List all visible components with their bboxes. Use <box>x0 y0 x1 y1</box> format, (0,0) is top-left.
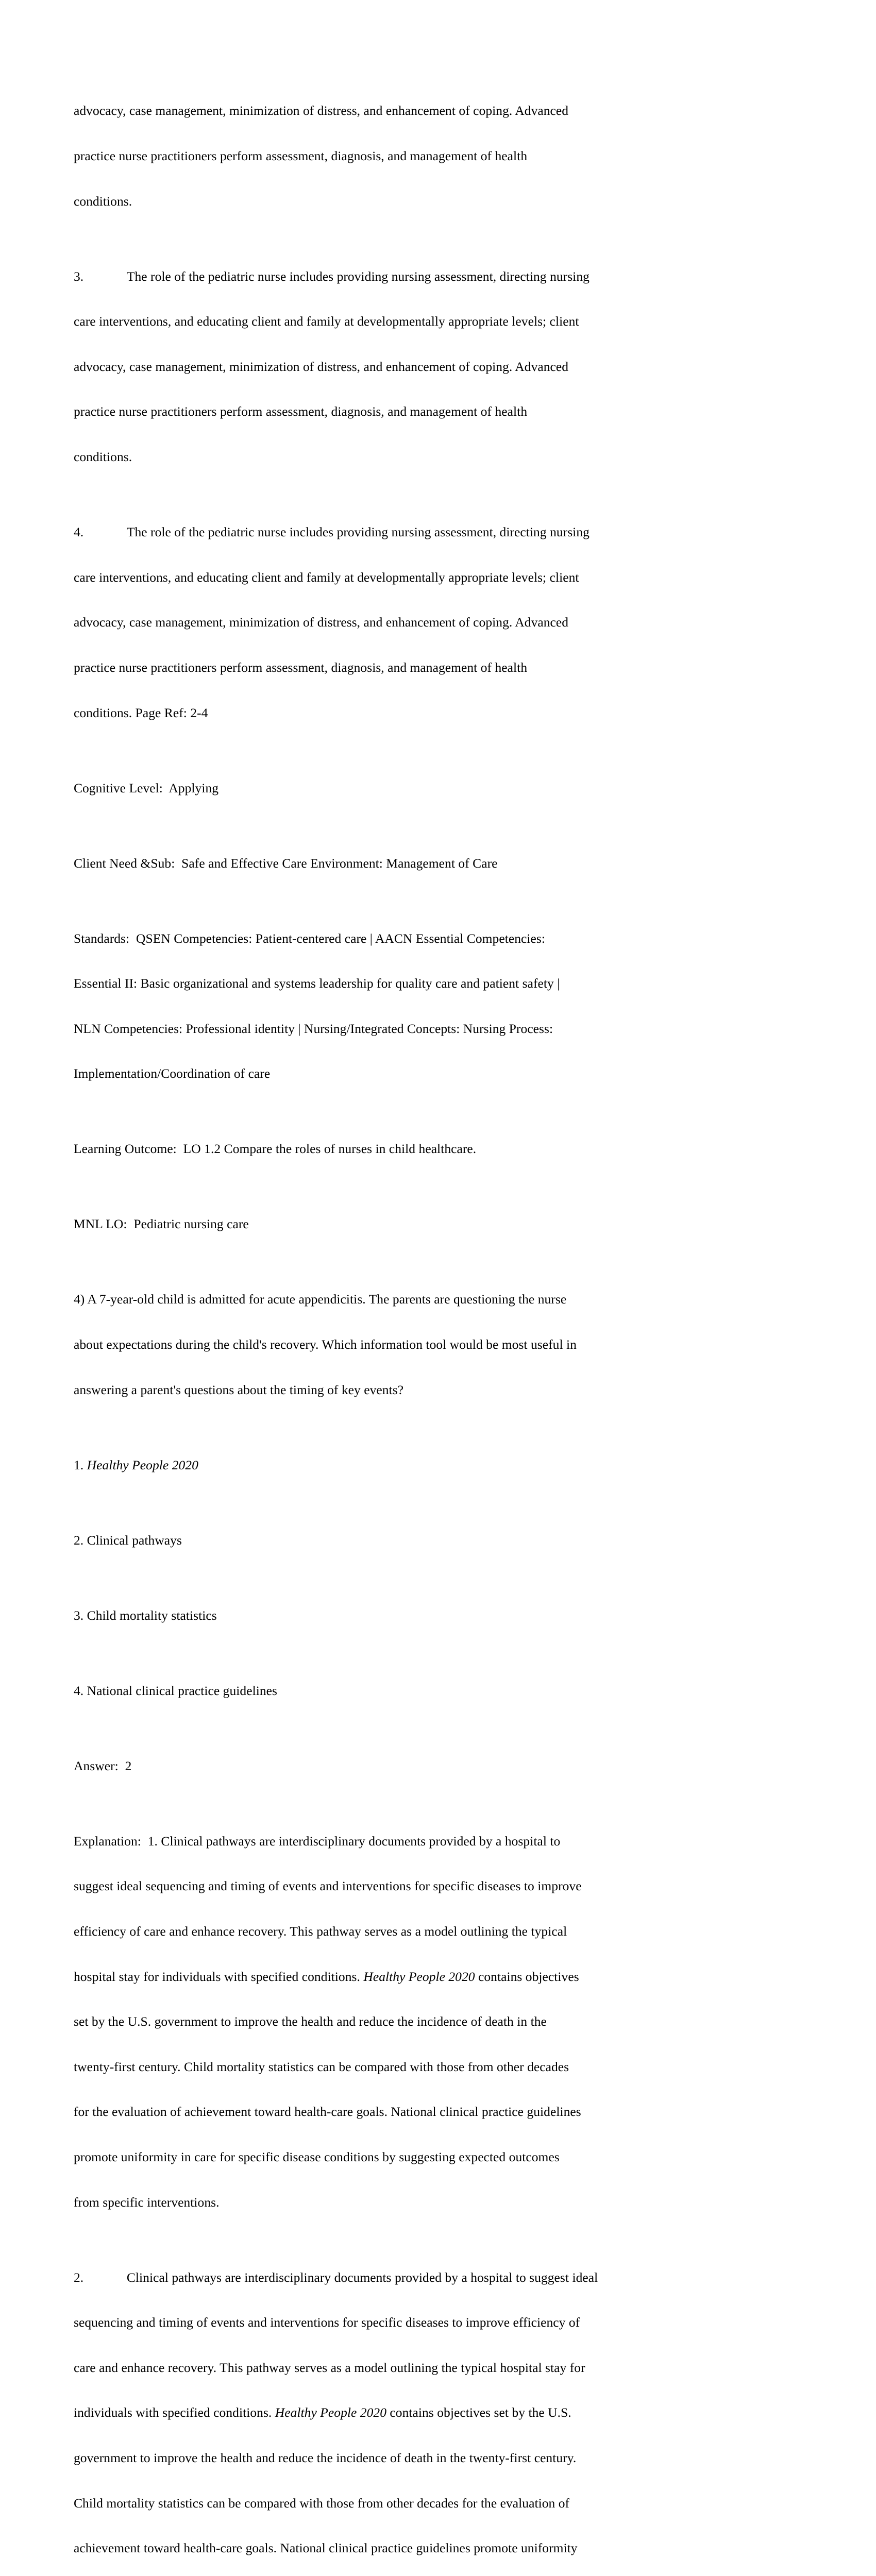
explanation-item-1 <box>74 1803 582 2240</box>
text-line <box>74 1683 548 1698</box>
option-label: Clinical pathways <box>87 1532 182 1548</box>
text-line: Cognitive Level: Applying <box>74 780 219 795</box>
text-line: 4) A 7-year-old child is admitted for acute appendicitis. The parents are questioning the nurse <box>74 1292 567 1307</box>
option-number: 1. <box>74 1457 84 1472</box>
text-line: efficiency of care and enhance recovery. This pathway serves as a model outlining the typical <box>74 1923 567 1939</box>
text-line: conditions. <box>74 449 132 465</box>
text-line: Essential II: Basic organizational and systems leadership for quality care and patient safety | <box>74 976 560 991</box>
text-line: about expectations during the child's recovery. Which information tool would be most useful in <box>74 1337 577 1352</box>
text-line: Learning Outcome: LO 1.2 Compare the roles of nurses in child healthcare. <box>74 1141 477 1157</box>
title-italic: Healthy People 2020 <box>275 2405 386 2420</box>
text-line: answering a parent's questions about the timing of key events? <box>74 1382 404 1397</box>
option-label: Child mortality statistics <box>87 1607 217 1623</box>
text-line: from specific interventions. <box>74 2194 220 2210</box>
text-line: achievement toward health-care goals. National clinical practice guidelines promote uniformity <box>74 2540 578 2556</box>
rationale-item-3 <box>74 239 589 494</box>
question-stem <box>74 1262 577 1427</box>
text-line: practice nurse practitioners perform assessment, diagnosis, and management of health <box>74 404 528 419</box>
metadata-mnl-lo <box>74 1187 548 1262</box>
metadata-standards <box>74 901 560 1111</box>
text-line <box>74 2269 598 2285</box>
text-run: contains objectives <box>475 1969 579 1984</box>
text-line: care and enhance recovery. This pathway serves as a model outlining the typical hospital stay for <box>74 2360 585 2375</box>
text-line: suggest ideal sequencing and timing of events and interventions for specific diseases to improve <box>74 1878 582 1894</box>
option-label: National clinical practice guidelines <box>87 1683 277 1698</box>
title-italic: Healthy People 2020 <box>363 1969 475 1984</box>
metadata-learning-outcome <box>74 1111 548 1187</box>
text-run: contains objectives set by the U.S. <box>386 2405 571 2420</box>
text-line <box>74 1969 579 1984</box>
text-line: government to improve the health and reduce the incidence of death in the twenty-first century. <box>74 2450 577 2466</box>
text-run: hospital stay for individuals with specified conditions. <box>74 1969 364 1984</box>
text-line: conditions. <box>74 193 132 209</box>
list-number: 4. <box>74 524 84 540</box>
text-line <box>74 1458 548 1472</box>
text-line: practice nurse practitioners perform assessment, diagnosis, and management of health <box>74 148 528 164</box>
list-number: 2. <box>74 2269 84 2285</box>
text-line: care interventions, and educating client and family at developmentally appropriate levels; client <box>74 569 579 585</box>
text-line <box>74 2405 571 2420</box>
text-line: promote uniformity in care for specific disease conditions by suggesting expected outcomes <box>74 2149 560 2165</box>
answer-option-3 <box>74 1578 548 1653</box>
text-run: The role of the pediatric nurse includes providing nursing assessment, directing nursing <box>126 268 589 284</box>
text-line: for the evaluation of achievement toward health-care goals. National clinical practice guidelines <box>74 2104 581 2120</box>
metadata-cognitive-level <box>74 750 548 825</box>
option-number: 3. <box>74 1607 84 1623</box>
rationale-item-4 <box>74 495 589 750</box>
paragraph-continuation <box>74 73 569 239</box>
text-line: Explanation: 1. Clinical pathways are interdisciplinary documents provided by a hospital to <box>74 1833 561 1849</box>
text-line: MNL LO: Pediatric nursing care <box>74 1216 249 1232</box>
text-line: advocacy, case management, minimization of distress, and enhancement of coping. Advanced <box>74 615 569 630</box>
text-line <box>74 1533 548 1548</box>
text-line: practice nurse practitioners perform assessment, diagnosis, and management of health <box>74 659 528 675</box>
document-text-column <box>74 73 598 2576</box>
metadata-client-need <box>74 825 548 901</box>
text-line <box>74 268 589 284</box>
option-label: Healthy People 2020 <box>87 1457 198 1472</box>
text-line: conditions. Page Ref: 2-4 <box>74 705 208 720</box>
answer-option-4 <box>74 1653 548 1728</box>
text-line: twenty-first century. Child mortality statistics can be compared with those from other decades <box>74 2059 569 2074</box>
text-run: Clinical pathways are interdisciplinary documents provided by a hospital to suggest ideal <box>126 2269 598 2285</box>
text-line: NLN Competencies: Professional identity | Nursing/Integrated Concepts: Nursing Process: <box>74 1021 553 1036</box>
text-line: Client Need &Sub: Safe and Effective Care Environment: Management of Care <box>74 855 498 871</box>
answer-line <box>74 1728 548 1803</box>
text-run: individuals with specified conditions. <box>74 2405 275 2420</box>
option-number: 2. <box>74 1532 84 1548</box>
list-number: 3. <box>74 268 84 284</box>
text-line <box>74 524 589 540</box>
answer-option-1 <box>74 1427 548 1502</box>
text-line: care interventions, and educating client and family at developmentally appropriate levels; client <box>74 314 579 329</box>
text-line: set by the U.S. government to improve the health and reduce the incidence of death in the <box>74 2014 547 2029</box>
text-line: Implementation/Coordination of care <box>74 1066 271 1081</box>
answer-option-2 <box>74 1502 548 1578</box>
option-number: 4. <box>74 1683 84 1698</box>
text-line: Child mortality statistics can be compared with those from other decades for the evaluation of <box>74 2495 570 2511</box>
text-line: advocacy, case management, minimization of distress, and enhancement of coping. Advanced <box>74 103 569 118</box>
text-line <box>74 1608 548 1623</box>
text-run: The role of the pediatric nurse includes providing nursing assessment, directing nursing <box>126 524 589 540</box>
text-line: Standards: QSEN Competencies: Patient-centered care | AACN Essential Competencies: <box>74 930 545 946</box>
text-line: sequencing and timing of events and interventions for specific diseases to improve efficiency of <box>74 2315 580 2330</box>
explanation-item-2 <box>74 2240 598 2576</box>
text-line: Answer: 2 <box>74 1758 132 1773</box>
text-line: advocacy, case management, minimization of distress, and enhancement of coping. Advanced <box>74 359 569 374</box>
